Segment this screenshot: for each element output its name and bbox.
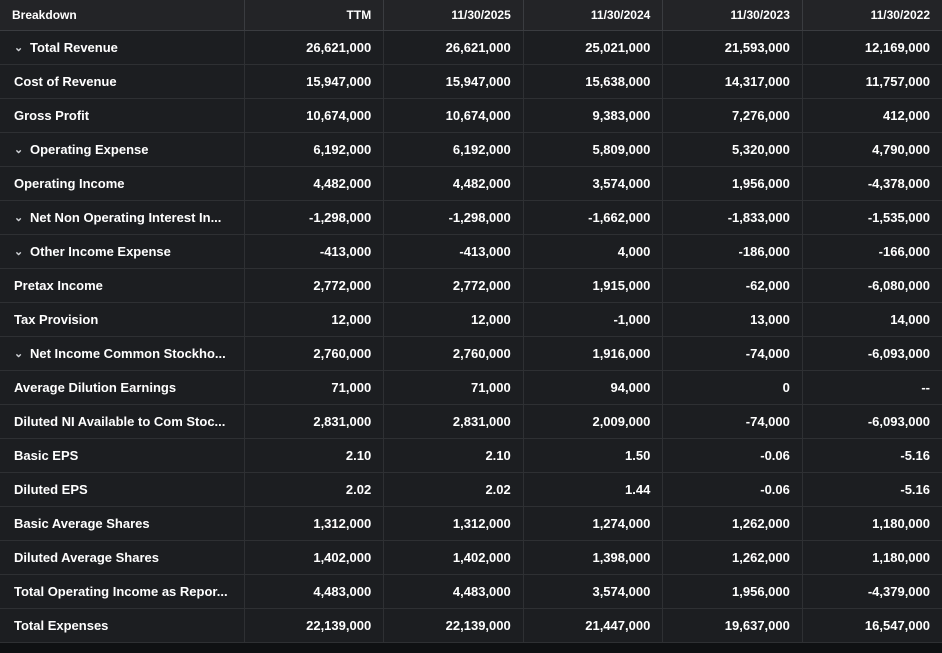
table-cell-11-30-2023: 21,593,000 bbox=[663, 31, 803, 65]
table-header bbox=[0, 0, 942, 31]
table-cell-11-30-2024: 9,383,000 bbox=[523, 99, 663, 133]
table-cell-ttm: 12,000 bbox=[244, 303, 384, 337]
table-cell-11-30-2023: 1,956,000 bbox=[663, 575, 803, 609]
table-cell-breakdown bbox=[0, 473, 244, 507]
table-cell-ttm: 2.10 bbox=[244, 439, 384, 473]
row-label: Pretax Income bbox=[14, 278, 103, 293]
column-header-11-30-2025[interactable]: 11/30/2025 bbox=[384, 0, 524, 31]
table-cell-11-30-2022: -4,379,000 bbox=[802, 575, 942, 609]
table-cell-11-30-2025: 4,483,000 bbox=[384, 575, 524, 609]
table-row bbox=[0, 167, 942, 201]
table-cell-11-30-2022: -- bbox=[802, 371, 942, 405]
row-label: Operating Expense bbox=[30, 142, 149, 157]
table-cell-11-30-2022: 16,547,000 bbox=[802, 609, 942, 643]
row-label: Diluted EPS bbox=[14, 482, 88, 497]
table-cell-11-30-2024: -1,662,000 bbox=[523, 201, 663, 235]
table-row bbox=[0, 609, 942, 643]
table-cell-11-30-2022: -4,378,000 bbox=[802, 167, 942, 201]
column-header-breakdown[interactable]: Breakdown bbox=[0, 0, 244, 31]
table-row bbox=[0, 99, 942, 133]
table-cell-ttm: 6,192,000 bbox=[244, 133, 384, 167]
table-cell-11-30-2022: 14,000 bbox=[802, 303, 942, 337]
table-cell-11-30-2023: -186,000 bbox=[663, 235, 803, 269]
table-cell-11-30-2023: 5,320,000 bbox=[663, 133, 803, 167]
table-row bbox=[0, 439, 942, 473]
table-cell-11-30-2022: -6,093,000 bbox=[802, 405, 942, 439]
column-header-11-30-2022[interactable]: 11/30/2022 bbox=[802, 0, 942, 31]
row-label: Basic EPS bbox=[14, 448, 79, 463]
table-cell-breakdown bbox=[0, 575, 244, 609]
row-label: Gross Profit bbox=[14, 108, 90, 123]
table-cell-ttm: 1,402,000 bbox=[244, 541, 384, 575]
table-cell-ttm: 22,139,000 bbox=[244, 609, 384, 643]
table-cell-ttm: -413,000 bbox=[244, 235, 384, 269]
table-cell-11-30-2024: 1,398,000 bbox=[523, 541, 663, 575]
table-cell-breakdown[interactable] bbox=[0, 337, 244, 371]
table-cell-ttm: 2.02 bbox=[244, 473, 384, 507]
table-row bbox=[0, 371, 942, 405]
table-cell-11-30-2024: 2,009,000 bbox=[523, 405, 663, 439]
row-label: Total Expenses bbox=[14, 618, 109, 633]
table-cell-ttm: 2,831,000 bbox=[244, 405, 384, 439]
chevron-down-icon[interactable]: ⌄ bbox=[14, 144, 24, 156]
table-cell-ttm: 15,947,000 bbox=[244, 65, 384, 99]
table-row bbox=[0, 337, 942, 371]
table-cell-ttm: -1,298,000 bbox=[244, 201, 384, 235]
column-header-11-30-2024[interactable]: 11/30/2024 bbox=[523, 0, 663, 31]
row-label: Other Income Expense bbox=[30, 244, 171, 259]
table-row bbox=[0, 269, 942, 303]
table-cell-11-30-2025: 2,760,000 bbox=[384, 337, 524, 371]
table-cell-11-30-2024: 21,447,000 bbox=[523, 609, 663, 643]
table-cell-ttm: 10,674,000 bbox=[244, 99, 384, 133]
table-cell-11-30-2025: 26,621,000 bbox=[384, 31, 524, 65]
table-cell-breakdown bbox=[0, 303, 244, 337]
row-label: Basic Average Shares bbox=[14, 516, 150, 531]
table-row bbox=[0, 235, 942, 269]
table-cell-11-30-2025: 22,139,000 bbox=[384, 609, 524, 643]
row-label: Average Dilution Earnings bbox=[14, 380, 177, 395]
table-cell-11-30-2025: 2.02 bbox=[384, 473, 524, 507]
table-row bbox=[0, 473, 942, 507]
column-header-11-30-2023[interactable]: 11/30/2023 bbox=[663, 0, 803, 31]
table-cell-11-30-2022: 11,757,000 bbox=[802, 65, 942, 99]
table-cell-11-30-2023: 1,262,000 bbox=[663, 541, 803, 575]
table-cell-ttm: 2,760,000 bbox=[244, 337, 384, 371]
table-cell-11-30-2024: 3,574,000 bbox=[523, 167, 663, 201]
table-bottom-spacer bbox=[0, 643, 942, 653]
table-cell-breakdown bbox=[0, 507, 244, 541]
table-cell-11-30-2025: 71,000 bbox=[384, 371, 524, 405]
table-cell-11-30-2025: 6,192,000 bbox=[384, 133, 524, 167]
table-row bbox=[0, 303, 942, 337]
table-cell-11-30-2023: 13,000 bbox=[663, 303, 803, 337]
row-label: Total Operating Income as Repor... bbox=[14, 584, 228, 599]
table-cell-11-30-2024: 1,274,000 bbox=[523, 507, 663, 541]
table-cell-11-30-2022: 1,180,000 bbox=[802, 507, 942, 541]
table-cell-11-30-2023: -62,000 bbox=[663, 269, 803, 303]
table-cell-ttm: 4,483,000 bbox=[244, 575, 384, 609]
table-cell-11-30-2022: 12,169,000 bbox=[802, 31, 942, 65]
row-label: Operating Income bbox=[14, 176, 125, 191]
table-cell-11-30-2024: 1.44 bbox=[523, 473, 663, 507]
table-row bbox=[0, 405, 942, 439]
table-cell-breakdown bbox=[0, 269, 244, 303]
table-cell-11-30-2024: 4,000 bbox=[523, 235, 663, 269]
table-cell-11-30-2023: -74,000 bbox=[663, 405, 803, 439]
table-row bbox=[0, 31, 942, 65]
table-cell-breakdown[interactable] bbox=[0, 133, 244, 167]
table-cell-11-30-2022: -5.16 bbox=[802, 473, 942, 507]
table-cell-11-30-2024: 1,916,000 bbox=[523, 337, 663, 371]
table-cell-11-30-2023: 1,956,000 bbox=[663, 167, 803, 201]
table-cell-11-30-2024: 15,638,000 bbox=[523, 65, 663, 99]
table-cell-breakdown bbox=[0, 541, 244, 575]
table-cell-11-30-2023: 0 bbox=[663, 371, 803, 405]
table-cell-11-30-2025: 2.10 bbox=[384, 439, 524, 473]
table-cell-11-30-2023: 14,317,000 bbox=[663, 65, 803, 99]
row-label: Net Income Common Stockho... bbox=[30, 346, 226, 361]
table-cell-11-30-2022: -166,000 bbox=[802, 235, 942, 269]
table-cell-breakdown[interactable] bbox=[0, 31, 244, 65]
table-cell-11-30-2022: -1,535,000 bbox=[802, 201, 942, 235]
table-cell-11-30-2023: -74,000 bbox=[663, 337, 803, 371]
chevron-down-icon[interactable]: ⌄ bbox=[14, 348, 24, 360]
chevron-down-icon[interactable]: ⌄ bbox=[14, 42, 24, 54]
table-cell-11-30-2023: 19,637,000 bbox=[663, 609, 803, 643]
table-cell-ttm: 26,621,000 bbox=[244, 31, 384, 65]
table-cell-11-30-2022: -6,093,000 bbox=[802, 337, 942, 371]
table-row bbox=[0, 65, 942, 99]
table-cell-11-30-2022: 412,000 bbox=[802, 99, 942, 133]
chevron-down-icon[interactable]: ⌄ bbox=[14, 212, 24, 224]
table-row bbox=[0, 507, 942, 541]
row-label: Net Non Operating Interest In... bbox=[30, 210, 222, 225]
table-header-row bbox=[0, 0, 942, 31]
table-cell-ttm: 4,482,000 bbox=[244, 167, 384, 201]
table-cell-11-30-2023: -0.06 bbox=[663, 473, 803, 507]
table-cell-11-30-2023: 1,262,000 bbox=[663, 507, 803, 541]
table-row bbox=[0, 575, 942, 609]
table-cell-breakdown[interactable] bbox=[0, 235, 244, 269]
chevron-down-icon[interactable]: ⌄ bbox=[14, 246, 24, 258]
table-row bbox=[0, 541, 942, 575]
table-cell-11-30-2025: 10,674,000 bbox=[384, 99, 524, 133]
table-cell-breakdown bbox=[0, 65, 244, 99]
table-cell-11-30-2024: 1.50 bbox=[523, 439, 663, 473]
table-cell-11-30-2023: -1,833,000 bbox=[663, 201, 803, 235]
table-cell-11-30-2022: -6,080,000 bbox=[802, 269, 942, 303]
table-cell-11-30-2024: 94,000 bbox=[523, 371, 663, 405]
table-cell-11-30-2024: 25,021,000 bbox=[523, 31, 663, 65]
table-cell-breakdown bbox=[0, 371, 244, 405]
table-cell-11-30-2022: 4,790,000 bbox=[802, 133, 942, 167]
table-cell-breakdown bbox=[0, 99, 244, 133]
table-cell-11-30-2023: -0.06 bbox=[663, 439, 803, 473]
table-cell-11-30-2025: -1,298,000 bbox=[384, 201, 524, 235]
table-cell-11-30-2024: 3,574,000 bbox=[523, 575, 663, 609]
table-cell-ttm: 71,000 bbox=[244, 371, 384, 405]
table-cell-11-30-2022: 1,180,000 bbox=[802, 541, 942, 575]
table-cell-11-30-2025: 15,947,000 bbox=[384, 65, 524, 99]
table-cell-ttm: 1,312,000 bbox=[244, 507, 384, 541]
table-cell-11-30-2025: -413,000 bbox=[384, 235, 524, 269]
table-cell-11-30-2025: 1,312,000 bbox=[384, 507, 524, 541]
table-cell-11-30-2025: 4,482,000 bbox=[384, 167, 524, 201]
table-cell-11-30-2024: -1,000 bbox=[523, 303, 663, 337]
table-cell-11-30-2024: 1,915,000 bbox=[523, 269, 663, 303]
table-row bbox=[0, 201, 942, 235]
column-header-ttm[interactable]: TTM bbox=[244, 0, 384, 31]
table-cell-11-30-2024: 5,809,000 bbox=[523, 133, 663, 167]
row-label: Diluted Average Shares bbox=[14, 550, 159, 565]
table-cell-11-30-2025: 2,831,000 bbox=[384, 405, 524, 439]
table-cell-ttm: 2,772,000 bbox=[244, 269, 384, 303]
table-cell-11-30-2025: 1,402,000 bbox=[384, 541, 524, 575]
row-label: Cost of Revenue bbox=[14, 74, 117, 89]
table-cell-breakdown bbox=[0, 439, 244, 473]
table-cell-11-30-2022: -5.16 bbox=[802, 439, 942, 473]
row-label: Total Revenue bbox=[30, 40, 118, 55]
table-cell-breakdown[interactable] bbox=[0, 201, 244, 235]
table-cell-11-30-2025: 2,772,000 bbox=[384, 269, 524, 303]
table-cell-11-30-2023: 7,276,000 bbox=[663, 99, 803, 133]
table-cell-breakdown bbox=[0, 405, 244, 439]
table-cell-11-30-2025: 12,000 bbox=[384, 303, 524, 337]
table-body bbox=[0, 31, 942, 643]
table-cell-breakdown bbox=[0, 167, 244, 201]
table-row bbox=[0, 133, 942, 167]
table-cell-breakdown bbox=[0, 609, 244, 643]
row-label: Tax Provision bbox=[14, 312, 99, 327]
row-label: Diluted NI Available to Com Stoc... bbox=[14, 414, 226, 429]
